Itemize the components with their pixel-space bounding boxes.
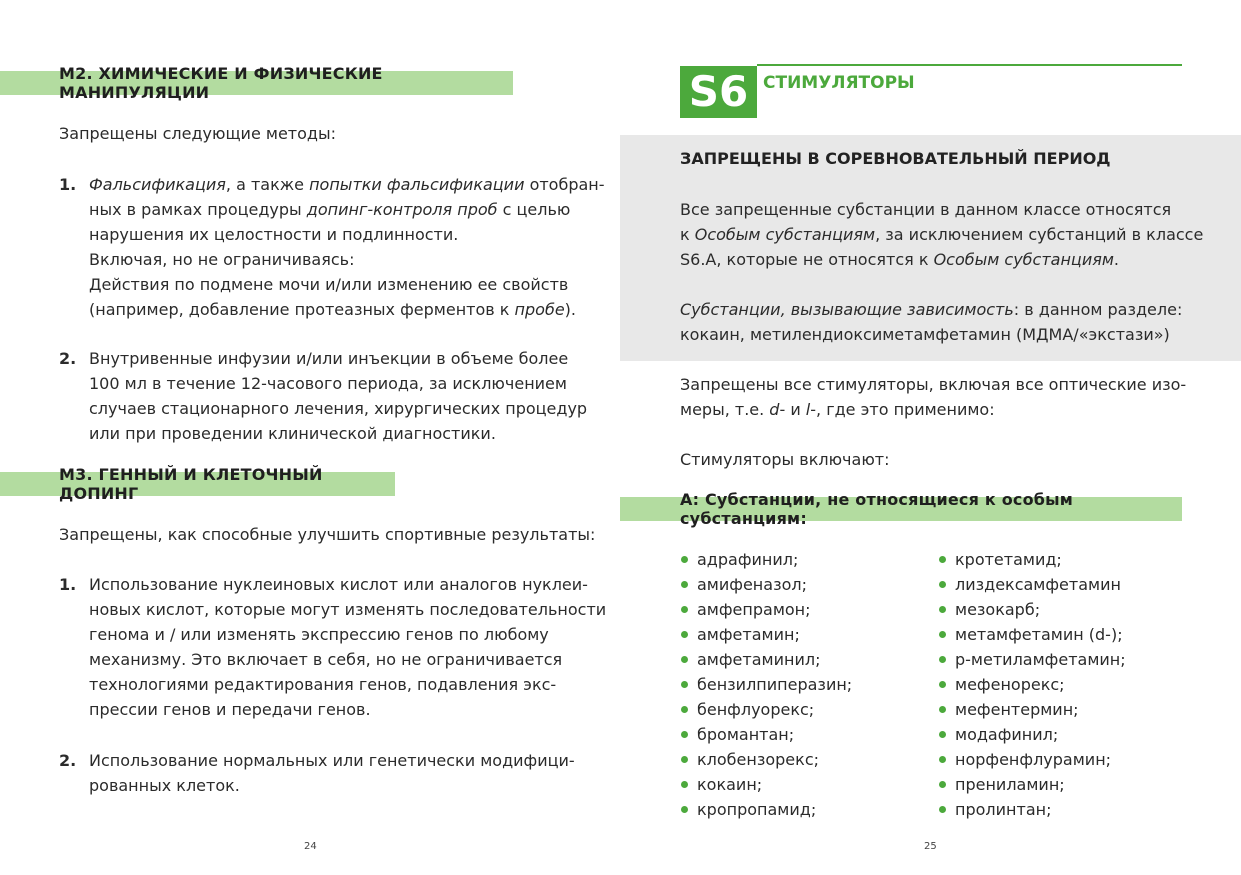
bullet-icon (939, 731, 946, 738)
substance-name: мезокарб; (955, 600, 1041, 619)
isomers-paragraph (680, 372, 1186, 422)
list-item (680, 747, 852, 772)
text-run: -, где это применимо: (810, 400, 995, 419)
list-item (680, 797, 852, 822)
substance-name: мефентермин; (955, 700, 1079, 719)
substance-name: амфетамин; (697, 625, 800, 644)
bullet-icon (681, 581, 688, 588)
m2-item1-text (89, 172, 605, 322)
text-run: S6.A, которые не относятся к (680, 250, 934, 269)
substance-name: кокаин; (697, 775, 763, 794)
text-run: , а также (225, 175, 310, 194)
m2-item1-line1 (89, 172, 605, 197)
substance-name: амфепрамон; (697, 600, 811, 619)
bullet-icon (939, 656, 946, 663)
substance-name: пролинтан; (955, 800, 1052, 819)
box-p1-line3 (680, 247, 1203, 272)
isomer-d: d (769, 400, 780, 419)
bullet-icon (939, 806, 946, 813)
list-item (938, 747, 1126, 772)
list-item (938, 672, 1126, 697)
text-run: , за исключением субстанций в классе (875, 225, 1204, 244)
bullet-icon (681, 556, 688, 563)
list-item (680, 622, 852, 647)
list-item (680, 597, 852, 622)
list-item (680, 722, 852, 747)
list-item (680, 572, 852, 597)
m3-item1-line: новых кислот, которые могут изменять последовательности (89, 600, 607, 619)
list-item (938, 697, 1126, 722)
term-specified-substances: Особым субстанциям (694, 225, 876, 244)
bullet-icon (939, 606, 946, 613)
stimulants-include: Стимуляторы включают: (680, 450, 890, 469)
bullet-icon (939, 631, 946, 638)
bullet-icon (681, 731, 688, 738)
list-item (938, 722, 1126, 747)
substance-name: бензилпиперазин; (697, 675, 853, 694)
bullet-icon (939, 556, 946, 563)
text-run: - и (779, 400, 806, 419)
term-doping-control-samples: допинг-контроля проб (306, 200, 498, 219)
substance-name: бенфлуорекс; (697, 700, 815, 719)
list-item (680, 697, 852, 722)
subsection-a-heading (620, 490, 1182, 528)
list-item (680, 647, 852, 672)
bullet-icon (681, 631, 688, 638)
m3-item2-text (89, 748, 575, 798)
m2-item1-line3: нарушения их целостности и подлинности. (89, 225, 459, 244)
substance-name: норфенфлурамин; (955, 750, 1112, 769)
substance-name: прениламин; (955, 775, 1065, 794)
m2-item1-line6 (89, 297, 605, 322)
term-specified-substances: Особым субстанциям (933, 250, 1114, 269)
m2-item1-number: 1. (59, 175, 77, 194)
substance-name: кропропамид; (697, 800, 817, 819)
m3-item2-line: Использование нормальных или генетически модифици- (89, 751, 575, 770)
list-item (938, 547, 1126, 572)
bullet-icon (681, 656, 688, 663)
substance-list-col1 (680, 547, 852, 822)
m2-item1-line5: Действия по подмене мочи и/или изменению ее свойств (89, 275, 569, 294)
term-falsification: Фальсификация (89, 175, 226, 194)
box-p2-line2: кокаин, метилендиоксиметамфетамин (МДМА/«экстази») (680, 325, 1170, 344)
substance-name: мефенорекс; (955, 675, 1065, 694)
isomers-line1: Запрещены все стимуляторы, включая все оптические изо- (680, 375, 1187, 394)
text-run: отобран- (524, 175, 605, 194)
s6-title: СТИМУЛЯТОРЫ (763, 73, 915, 93)
bullet-icon (681, 806, 688, 813)
list-item (938, 572, 1126, 597)
bullet-icon (939, 781, 946, 788)
text-run: к (680, 225, 695, 244)
substance-name: адрафинил; (697, 550, 799, 569)
m3-item1-line: технологиями редактирования генов, подавления экс- (89, 675, 557, 694)
box-paragraph-1 (680, 197, 1203, 272)
page-number-left: 24 (304, 841, 317, 852)
box-p1-line1: Все запрещенные субстанции в данном классе относятся (680, 200, 1172, 219)
term-sample: пробе (514, 300, 565, 319)
substance-name: амфетаминил; (697, 650, 821, 669)
box-p1-line2 (680, 222, 1203, 247)
bullet-icon (939, 706, 946, 713)
text-run: с целью (497, 200, 571, 219)
bullet-icon (681, 606, 688, 613)
bullet-icon (939, 681, 946, 688)
m2-item2-line: 100 мл в течение 12-часового периода, за исключением (89, 374, 567, 393)
page-number-right: 25 (924, 841, 937, 852)
substance-name: лиздексамфетамин (955, 575, 1121, 594)
m2-item2-line: или при проведении клинической диагностики. (89, 424, 496, 443)
m3-item2-line: рованных клеток. (89, 776, 240, 795)
m2-item2-line: случаев стационарного лечения, хирургических процедур (89, 399, 588, 418)
subsection-a-heading-text: А: Субстанции, не относящиеся к особым субстанциям: (680, 490, 1074, 528)
m3-item1-number: 1. (59, 575, 77, 594)
list-item (938, 797, 1126, 822)
substance-name: р-метиламфетамин; (955, 650, 1126, 669)
m2-item1-line2 (89, 197, 605, 222)
m2-item2-line: Внутривенные инфузии и/или инъекции в объеме более (89, 349, 569, 368)
m3-item1-line: механизму. Это включает в себя, но не ограничивается (89, 650, 563, 669)
substance-name: модафинил; (955, 725, 1059, 744)
box-paragraph-2 (680, 297, 1182, 347)
substance-name: амифеназол; (697, 575, 807, 594)
m3-item1-line: Использование нуклеиновых кислот или аналогов нуклеи- (89, 575, 588, 594)
m3-heading (0, 465, 395, 503)
list-item (680, 547, 852, 572)
m3-item1-line: генома и / или изменять экспрессию генов по любому (89, 625, 549, 644)
term-falsification-attempts: попытки фальсификации (309, 175, 525, 194)
box-p2-line1 (680, 297, 1182, 322)
bullet-icon (939, 581, 946, 588)
list-item (680, 772, 852, 797)
term-substances-of-abuse: Субстанции, вызывающие зависимость (680, 300, 1014, 319)
list-item (938, 772, 1126, 797)
m2-heading-text: М2. ХИМИЧЕСКИЕ И ФИЗИЧЕСКИЕ МАНИПУЛЯЦИИ (59, 64, 383, 102)
text-run: (например, добавление протеазных ферментов к (89, 300, 515, 319)
m3-heading-text: М3. ГЕННЫЙ И КЛЕТОЧНЫЙ ДОПИНГ (59, 465, 323, 503)
bullet-icon (681, 681, 688, 688)
list-item (680, 672, 852, 697)
m2-item2-text (89, 346, 587, 446)
isomer-l: l (805, 400, 811, 419)
substance-name: метамфетамин (d-); (955, 625, 1123, 644)
text-run: . (1113, 250, 1120, 269)
in-competition-heading: ЗАПРЕЩЕНЫ В СОРЕВНОВАТЕЛЬНЫЙ ПЕРИОД (680, 149, 1111, 168)
list-item (938, 647, 1126, 672)
bullet-icon (681, 706, 688, 713)
isomers-line2 (680, 397, 1186, 422)
bullet-icon (681, 756, 688, 763)
m2-intro: Запрещены следующие методы: (59, 124, 336, 143)
substance-list-col2 (938, 547, 1126, 822)
bullet-icon (681, 781, 688, 788)
list-item (938, 597, 1126, 622)
m2-item1-line4: Включая, но не ограничиваясь: (89, 250, 355, 269)
bullet-icon (939, 756, 946, 763)
text-run: ). (564, 300, 576, 319)
m2-heading (0, 64, 513, 102)
m3-intro: Запрещены, как способные улучшить спортивные результаты: (59, 525, 596, 544)
m2-item2-number: 2. (59, 349, 77, 368)
text-run: ных в рамках процедуры (89, 200, 307, 219)
m3-item1-text (89, 572, 606, 722)
m3-item1-line: прессии генов и передачи генов. (89, 700, 371, 719)
s6-badge: S6 (680, 66, 757, 118)
text-run: : в данном разделе: (1013, 300, 1183, 319)
substance-name: бромантан; (697, 725, 795, 744)
substance-name: кротетамид; (955, 550, 1062, 569)
m3-item2-number: 2. (59, 751, 77, 770)
list-item (938, 622, 1126, 647)
substance-name: клобензорекс; (697, 750, 819, 769)
text-run: меры, т.е. (680, 400, 770, 419)
s6-header-rule (757, 64, 1182, 66)
